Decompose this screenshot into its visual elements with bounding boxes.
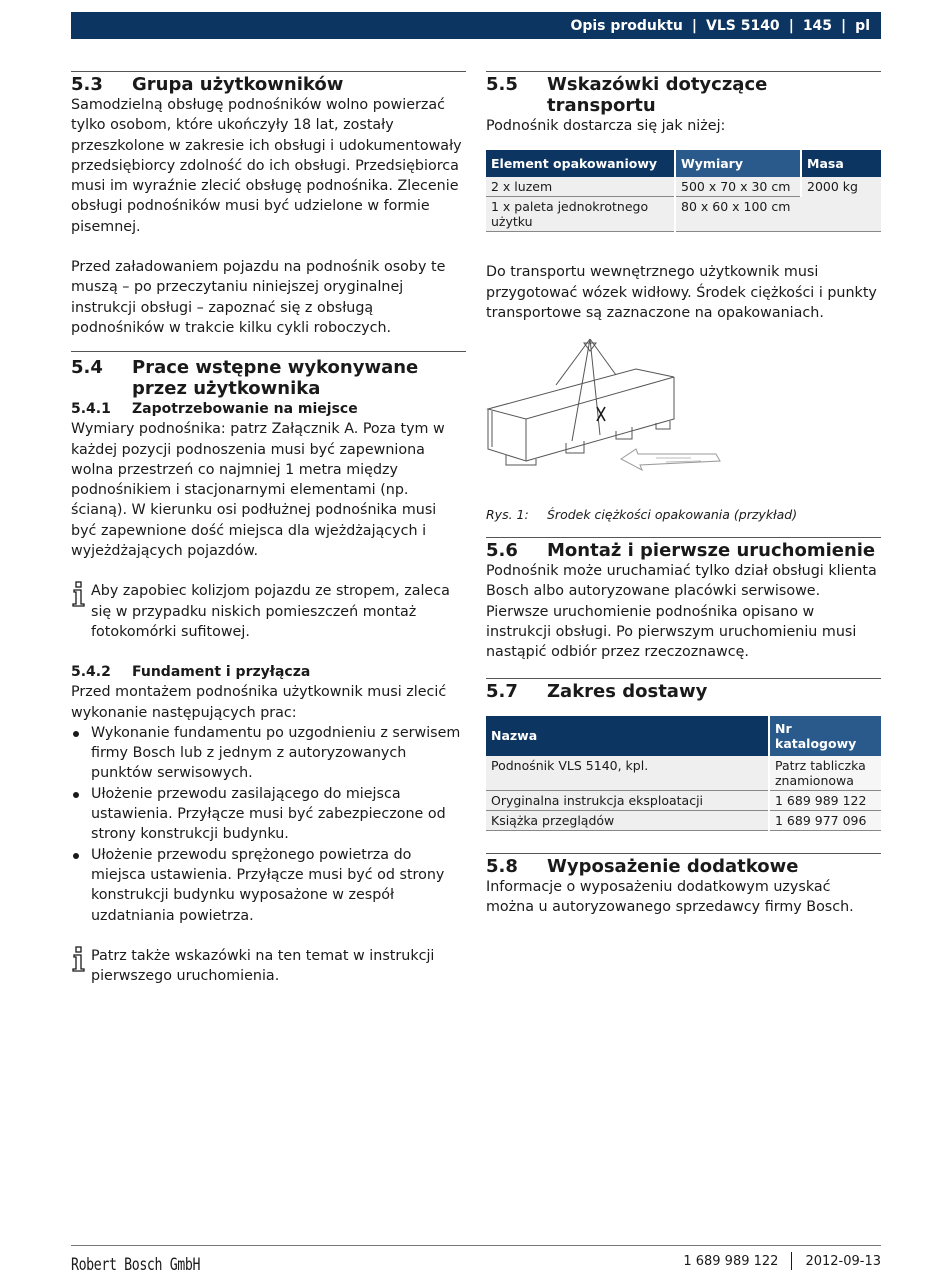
right-column — [486, 71, 881, 917]
table-header-cell: Element opakowaniowy — [486, 150, 675, 177]
figure-number: Rys. 1: — [486, 507, 529, 523]
table-cell: 80 x 60 x 100 cm — [675, 197, 801, 232]
section-heading — [71, 357, 466, 399]
list-item: Ułożenie przewodu zasilającego do miejsca ustawienia. Przyłącze musi być zabezpieczone od strony konstrukcji budynku. — [71, 784, 466, 845]
footer-separator — [791, 1252, 792, 1270]
list-item: Wykonanie fundamentu po uzgodnieniu z serwisem firmy Bosch lub z jednym z autoryzowanych punktów serwisowych. — [71, 723, 466, 784]
subsection-number: 5.4.2 — [71, 664, 111, 681]
info-icon — [71, 946, 91, 972]
figure-caption — [486, 507, 881, 523]
paragraph: Przed załadowaniem pojazdu na podnośnik osoby te muszą – po przeczytaniu niniejszej oryginalnej instrukcji obsługi – zapoznać się z obsługą podnośników w trakcie kilku cykli roboczych. — [71, 259, 446, 336]
table-header-row — [486, 150, 881, 177]
header-product: VLS 5140 — [706, 17, 780, 34]
footer-date: 2012-09-13 — [805, 1253, 881, 1269]
paragraph: Samodzielną obsługę podnośników wolno powierzać tylko osobom, które ukończyły 18 lat, zostały przeszkolone w zakresie ich obsługi i udokumentowały przedsiębiorcy zdolność do ich obsługi. Przedsiębiorca musi im wyraźnie zlecić obsługę podnośnika. Zlecenie obsługi podnośników musi być udzielone w formie pisemnej. — [71, 97, 462, 235]
section-number: 5.7 — [486, 680, 518, 702]
header-separator: | — [841, 17, 847, 34]
note-text: Aby zapobiec kolizjom pojazdu ze stropem, zaleca się w przypadku niskich pomieszczeń montaż fotokomórki sufitowej. — [91, 583, 450, 640]
left-column — [71, 71, 466, 986]
bullet-list — [71, 723, 466, 926]
header-separator: | — [788, 17, 794, 34]
section-5-7 — [486, 678, 881, 831]
section-heading — [486, 681, 881, 702]
info-icon — [71, 581, 91, 607]
list-item: Ułożenie przewodu sprężonego powietrza do miejsca ustawienia. Przyłącze musi być od strony konstrukcji budynku wyposażone w zespół uzdatniania powietrza. — [71, 845, 466, 926]
table-row — [486, 790, 881, 810]
table-header-cell: Nr katalogowy — [769, 716, 881, 756]
header-page-number: 145 — [802, 17, 833, 34]
header-language: pl — [855, 17, 870, 34]
section-title: Grupa użytkowników — [132, 74, 344, 95]
section-title: Zakres dostawy — [547, 680, 708, 702]
section-number: 5.3 — [71, 74, 103, 95]
section-title: Wskazówki dotyczące transportu — [547, 74, 768, 116]
paragraph: Podnośnik może uruchamiać tylko dział obsługi klienta Bosch albo autoryzowane placówki serwisowe. Pierwsze uruchomienie podnośnika opisano w instrukcji obsługi. Po pierwszym uruchomieniu musi nastąpić odbiór przez rzeczoznawcę. — [486, 563, 877, 661]
section-heading — [486, 74, 881, 116]
section-number: 5.8 — [486, 855, 518, 877]
section-5-6 — [486, 537, 881, 662]
table-cell: Podnośnik VLS 5140, kpl. — [486, 756, 769, 791]
table-cell: Patrz tabliczka znamionowa — [769, 756, 881, 791]
info-note — [71, 946, 466, 987]
paragraph: Informacje o wyposażeniu dodatkowym uzyskać można u autoryzowanego sprzedawcy firmy Bosch. — [486, 878, 854, 915]
table-header-row — [486, 716, 881, 756]
table-cell: 1 689 977 096 — [769, 810, 881, 830]
section-heading — [486, 856, 881, 877]
table-row — [486, 810, 881, 830]
page-header-bar — [71, 12, 881, 39]
info-note — [71, 581, 466, 642]
figure-caption-text: Środek ciężkości opakowania (przykład) — [547, 507, 798, 523]
delivery-scope-table — [486, 716, 881, 831]
paragraph: Przed montażem podnośnika użytkownik musi zlecić wykonanie następujących prac: — [71, 684, 447, 721]
section-number: 5.5 — [486, 74, 518, 95]
section-5-8 — [486, 853, 881, 918]
section-title: Prace wstępne wykonywane przez użytkownika — [132, 357, 419, 400]
subsection-title: Fundament i przyłącza — [132, 664, 311, 681]
table-cell: Oryginalna instrukcja eksploatacji — [486, 790, 769, 810]
table-header-cell: Nazwa — [486, 716, 769, 756]
package-center-of-gravity-drawing — [486, 337, 736, 487]
package-figure — [486, 337, 881, 487]
footer-doc-number: 1 689 989 122 — [683, 1253, 779, 1269]
section-number: 5.6 — [486, 540, 518, 562]
table-cell: 1 689 989 122 — [769, 790, 881, 810]
paragraph: Podnośnik dostarcza się jak niżej: — [486, 118, 726, 134]
subsection-number: 5.4.1 — [71, 401, 111, 418]
header-section: Opis produktu — [570, 17, 683, 34]
section-5-5 — [486, 71, 881, 523]
table-cell: 500 x 70 x 30 cm — [675, 177, 801, 197]
header-separator: | — [691, 17, 697, 34]
subsection-heading — [71, 399, 466, 419]
section-heading — [71, 74, 466, 95]
section-number: 5.4 — [71, 357, 103, 379]
section-5-4 — [71, 351, 466, 986]
footer-divider — [71, 1245, 881, 1246]
table-header-cell: Masa — [801, 150, 881, 177]
section-5-3 — [71, 71, 466, 338]
note-text: Patrz także wskazówki na ten temat w instrukcji pierwszego uruchomienia. — [91, 947, 435, 985]
transport-table — [486, 150, 881, 232]
footer-info — [683, 1252, 881, 1270]
company-logo: Robert Bosch GmbH — [71, 1255, 201, 1275]
table-cell: Książka przeglądów — [486, 810, 769, 830]
section-title: Wyposażenie dodatkowe — [547, 855, 799, 877]
table-cell: 1 x paleta jednokrotnego użytku — [486, 197, 675, 232]
paragraph: Wymiary podnośnika: patrz Załącznik A. Poza tym w każdej pozycji podnoszenia musi być zapewniona wolna przestrzeń co najmniej 1 metra między podnośnikiem i stacjonarnymi elementami (np. ścianą). W kierunku osi podłużnej podnośnika musi być zapewnione dość miejsca dla wjeżdżających i wyjeżdżających pojazdów. — [71, 421, 445, 560]
table-header-cell: Wymiary — [675, 150, 801, 177]
subsection-heading — [71, 662, 466, 682]
section-title: Montaż i pierwsze uruchomienie — [547, 540, 876, 562]
table-cell: 2000 kg — [801, 177, 881, 232]
table-row — [486, 177, 881, 197]
paragraph: Do transportu wewnętrznego użytkownik musi przygotować wózek widłowy. Środek ciężkości i punkty transportowe są zaznaczone na opakowaniach. — [486, 264, 877, 321]
section-heading — [486, 540, 881, 561]
table-row — [486, 756, 881, 791]
subsection-title: Zapotrzebowanie na miejsce — [132, 401, 358, 418]
table-cell: 2 x luzem — [486, 177, 675, 197]
